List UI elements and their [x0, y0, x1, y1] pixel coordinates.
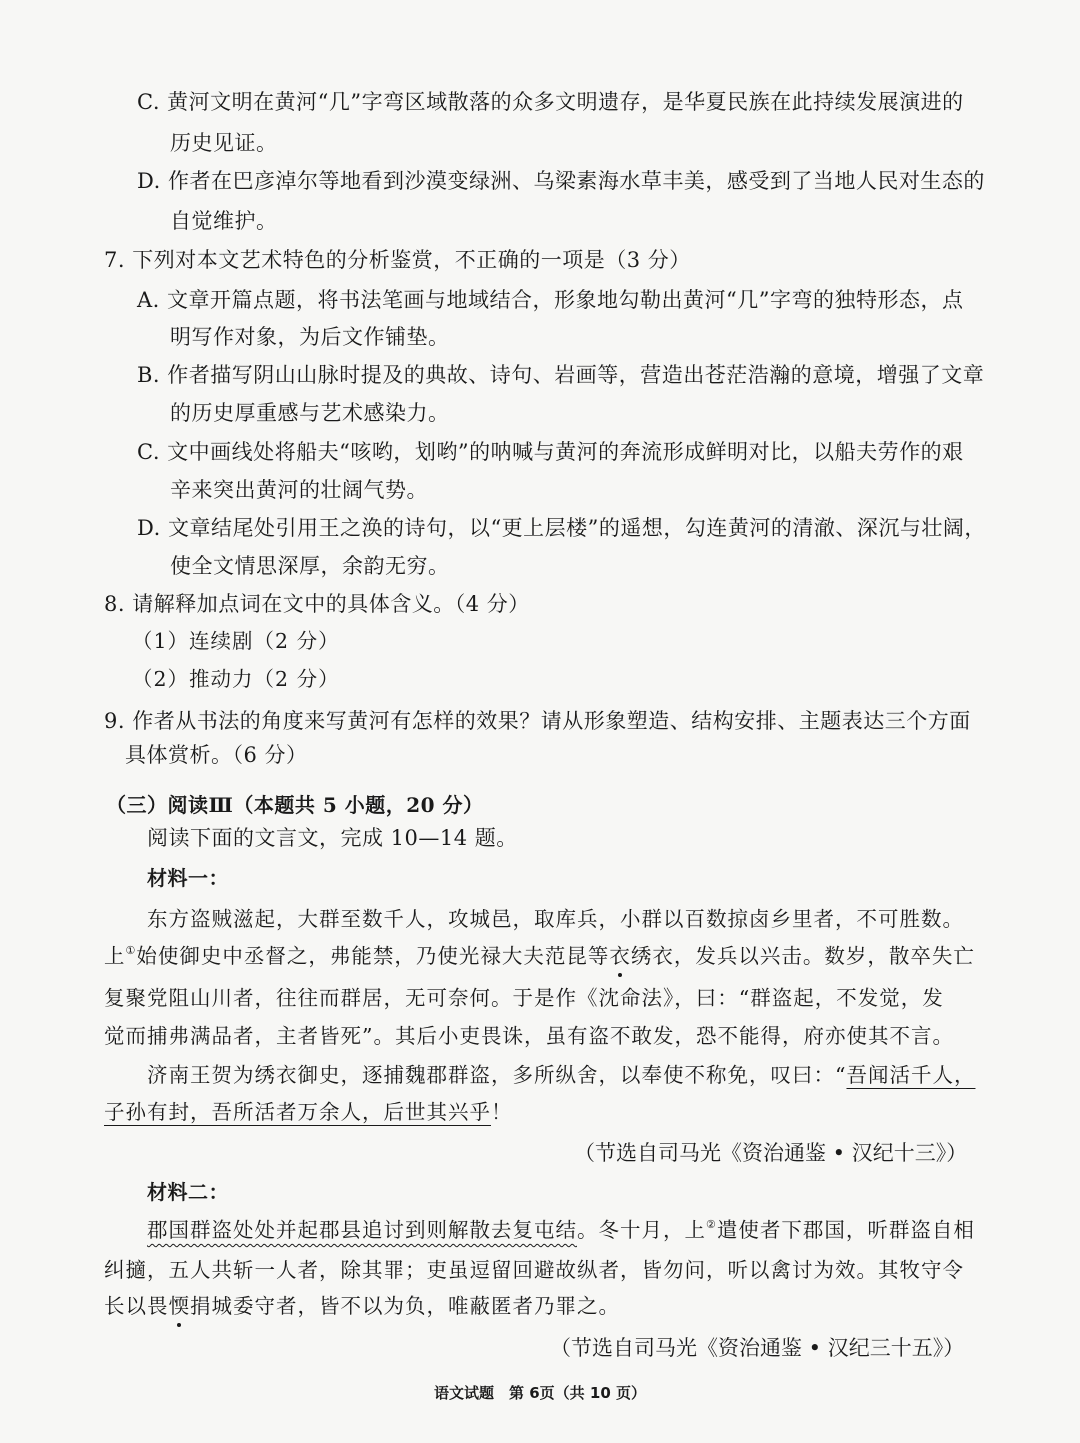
q8-stem: 8. 请解释加点词在文中的具体含义。（4 分） [104, 592, 530, 616]
underlined-quote-part1: 吾闻活千人， [846, 1063, 976, 1087]
q8-item-2: （2）推动力（2 分） [132, 667, 340, 691]
material2-line3 [104, 1292, 620, 1320]
q7-option-b-line2: 的历史厚重感与艺术感染力。 [170, 401, 450, 425]
material1-line2 [104, 942, 975, 970]
underlined-quote-part2: 子孙有封，吾所活者万余人，后世其兴乎 [104, 1100, 491, 1124]
material2-line1-b: 遣使者下郡国，听群盗自相 [716, 1218, 975, 1242]
material2-line1 [147, 1216, 975, 1244]
dotted-word-nuo: 愞 [168, 1294, 190, 1318]
material1-label: 材料一： [147, 866, 229, 890]
footnote-marker-1: ① [125, 944, 137, 957]
q6-option-c-line2: 历史见证。 [170, 131, 278, 155]
material2-label: 材料二： [147, 1180, 229, 1204]
q6-option-c-line1: C. 黄河文明在黄河“几”字弯区域散落的众多文明遗存，是华夏民族在此持续发展演进的 [137, 90, 964, 114]
material1-line2-a: 上 [104, 944, 126, 968]
material1-line1: 东方盗贼滋起，大群至数千人，攻城邑，取库兵，小群以百数掠卤乡里者，不可胜数。 [147, 907, 964, 931]
material2-source: （节选自司马光《资治通鉴 • 汉纪三十五》） [550, 1336, 965, 1360]
q7-option-a-line2: 明写作对象，为后文作铺垫。 [170, 325, 450, 349]
material1-line2-b: 始使御史中丞督之，弗能禁，乃使光禄大夫范昆等 [136, 944, 610, 968]
section3-heading: （三）阅读Ⅲ（本题共 5 小题，20 分） [106, 793, 484, 817]
q7-option-c-line1: C. 文中画线处将船夫“咳哟，划哟”的呐喊与黄河的奔流形成鲜明对比，以船夫劳作的艰 [137, 440, 964, 464]
q7-option-b-line1: B. 作者描写阴山山脉时提及的典故、诗句、岩画等，营造出苍茫浩瀚的意境，增强了文章 [137, 363, 985, 387]
q9-line1: 9. 作者从书法的角度来写黄河有怎样的效果？请从形象塑造、结构安排、主题表达三个方面 [104, 709, 971, 733]
q7-option-d-line2: 使全文情思深厚，余韵无穷。 [170, 554, 450, 578]
q7-option-d-line1: D. 文章结尾处引用王之涣的诗句，以“更上层楼”的遥想，勾连黄河的清澈、深沉与壮阔， [137, 516, 986, 540]
material1-line6-b: ！ [491, 1100, 513, 1124]
q7-option-a-line1: A. 文章开篇点题，将书法笔画与地域结合，形象地勾勒出黄河“几”字弯的独特形态，点 [137, 288, 964, 312]
material1-line3: 复聚党阻山川者，往往而群居，无可奈何。于是作《沈命法》，曰：“群盗起，不发觉，发 [104, 986, 944, 1010]
q7-stem: 7. 下列对本文艺术特色的分析鉴赏，不正确的一项是（3 分） [104, 248, 691, 272]
q8-item-1: （1）连续剧（2 分） [132, 629, 340, 653]
q9-line2: 具体赏析。（6 分） [125, 743, 308, 767]
q6-option-d-line1: D. 作者在巴彦淖尔等地看到沙漠变绿洲、乌梁素海水草丰美，感受到了当地人民对生态的 [137, 169, 985, 193]
material2-line3-a: 长以畏 [104, 1294, 169, 1318]
material1-line6 [104, 1098, 513, 1126]
page-footer: 语文试题 第 6页（共 10 页） [434, 1384, 646, 1402]
wavy-underlined-sentence: 郡国群盗处处并起郡县追讨到则解散去复屯结 [147, 1218, 577, 1242]
material1-line5 [147, 1061, 975, 1089]
q7-option-c-line2: 辛来突出黄河的壮阔气势。 [170, 478, 428, 502]
material1-line2-c: 绣衣，发兵以兴击。数岁，散卒失亡 [630, 944, 975, 968]
footnote-marker-2: ② [706, 1218, 717, 1231]
material1-line4: 觉而捕弗满品者，主者皆死”。其后小吏畏诛，虽有盗不敢发，恐不能得，府亦使其不言。 [104, 1024, 954, 1048]
q6-option-d-line2: 自觉维护。 [170, 209, 278, 233]
material1-line5-a: 济南王贺为绣衣御史，逐捕魏郡群盗，多所纵舍，以奉使不称免，叹曰：“ [147, 1063, 847, 1087]
material2-line3-b: 捐城委守者，皆不以为负，唯蔽匿者乃罪之。 [190, 1294, 620, 1318]
material2-line1-a: 。冬十月，上 [577, 1218, 706, 1242]
section3-instruction: 阅读下面的文言文，完成 10—14 题。 [147, 826, 518, 850]
material2-line2: 纠擿，五人共斩一人者，除其罪；吏虽逗留回避故纵者，皆勿问，听以禽讨为效。其牧守令 [104, 1258, 964, 1282]
material1-source: （节选自司马光《资治通鉴 • 汉纪十三》） [574, 1141, 968, 1165]
dotted-word-yi: 衣 [609, 944, 631, 968]
